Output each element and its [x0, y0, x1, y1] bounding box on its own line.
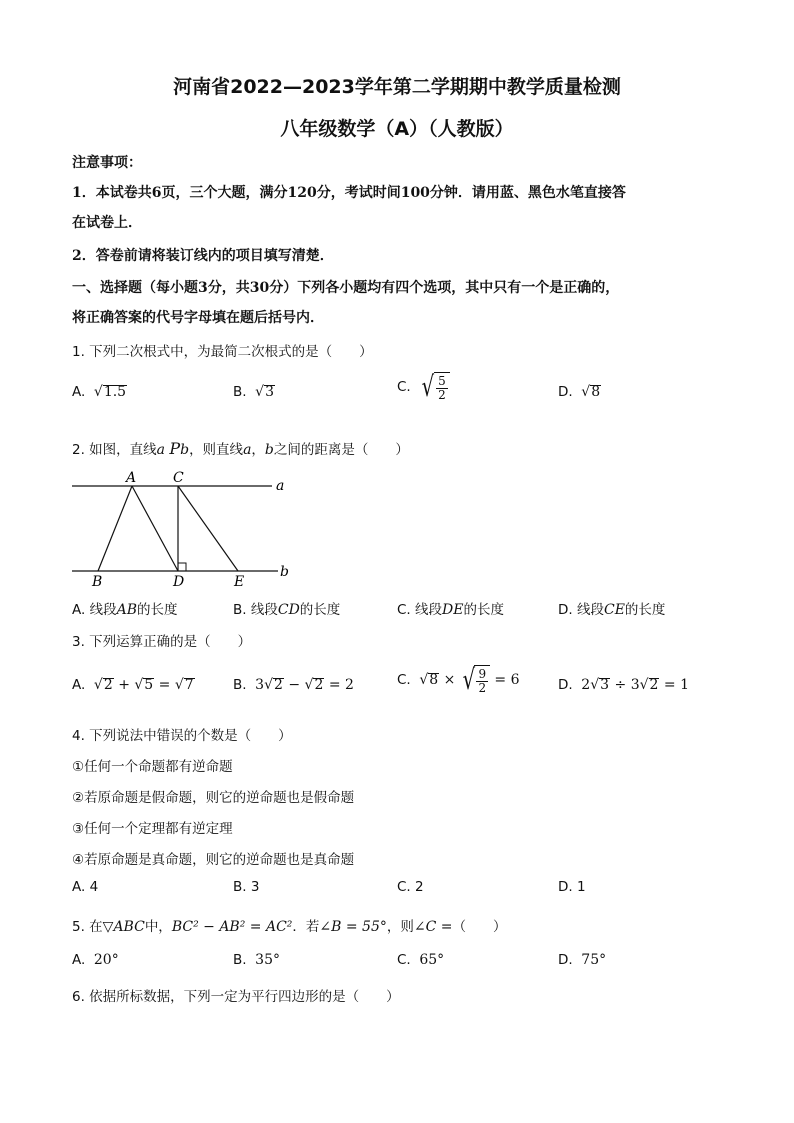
question-5-option-a: A. 20°	[72, 952, 119, 968]
question-4-option-d: D. 1	[558, 879, 586, 895]
label-line-a: a	[276, 478, 285, 494]
question-2-option-a: A. 线段AB的长度	[72, 602, 178, 618]
label-a-point: A	[126, 470, 137, 486]
question-6-stem: 6. 依据所标数据，下列一定为平行四边形的是（ ）	[72, 989, 400, 1005]
question-5-option-c: C. 65°	[397, 952, 445, 968]
segment-ad	[132, 486, 178, 571]
question-4-stem: 4. 下列说法中错误的个数是（ ）	[72, 728, 292, 744]
question-3-option-a: A. √2 + √5 = √7	[72, 677, 194, 693]
question-1-stem: 1. 下列二次根式中，为最简二次根式的是（ ）	[72, 344, 373, 360]
question-2-stem: 2. 如图，直线a Pb，则直线a，b之间的距离是（ ）	[72, 439, 409, 458]
question-2-option-d: D. 线段CE的长度	[558, 602, 666, 618]
question-1-option-c: C. √ $\frac{5}{2}$	[397, 372, 450, 402]
notice-heading: 注意事项：	[72, 155, 142, 171]
question-3-option-b: B. 3√2 − √2 = 2	[233, 677, 354, 693]
notice-item-1-cont: 在试卷上．	[72, 215, 142, 231]
question-4-statement-2: ②若原命题是假命题，则它的逆命题也是假命题	[72, 790, 355, 806]
question-3-option-c: C. √8 × √ $\frac{9}{2}$ = 6	[397, 663, 520, 696]
question-5-stem: 5. 在▽ABC中，BC² − AB² = AC²．若∠B = 55°，则∠C =（ ）	[72, 919, 507, 935]
label-line-b: b	[280, 564, 289, 580]
question-5-option-b: B. 35°	[233, 952, 280, 968]
question-5-option-d: D. 75°	[558, 952, 607, 968]
question-4-statement-3: ③任何一个定理都有逆定理	[72, 821, 233, 837]
segment-ab	[98, 486, 132, 571]
label-b-point: B	[92, 574, 103, 590]
question-1-option-a: A. √1.5	[72, 384, 127, 400]
parallel-lines-figure	[60, 468, 310, 590]
label-e-point: E	[234, 574, 245, 590]
question-3-stem: 3. 下列运算正确的是（ ）	[72, 634, 252, 650]
question-2-option-b: B. 线段CD的长度	[233, 602, 341, 618]
notice-item-1: 1．本试卷共6页，三个大题，满分120分，考试时间100分钟．请用蓝、黑色水笔直接答	[72, 185, 626, 201]
right-angle-mark	[178, 563, 186, 571]
question-3-option-d: D. 2√3 ÷ 3√2 = 1	[558, 677, 689, 693]
question-4-statement-1: ①任何一个命题都有逆命题	[72, 759, 233, 775]
label-d-point: D	[173, 574, 185, 590]
page-subtitle: 八年级数学（A）（人教版）	[280, 118, 514, 140]
section-heading-cont: 将正确答案的代号字母填在题后括号内．	[72, 310, 324, 326]
question-4-statement-4: ④若原命题是真命题，则它的逆命题也是真命题	[72, 852, 355, 868]
question-1-option-b: B. √3	[233, 384, 274, 400]
page-title: 河南省2022—2023学年第二学期期中教学质量检测	[173, 76, 621, 98]
segment-ce	[178, 486, 238, 571]
question-2-option-c: C. 线段DE的长度	[397, 602, 504, 618]
label-c-point: C	[173, 470, 184, 486]
question-4-option-c: C. 2	[397, 879, 424, 895]
question-4-option-a: A. 4	[72, 879, 99, 895]
question-4-option-b: B. 3	[233, 879, 260, 895]
notice-item-2: 2．答卷前请将装订线内的项目填写清楚．	[72, 248, 334, 264]
section-heading: 一、选择题（每小题3分，共30分）下列各小题均有四个选项，其中只有一个是正确的，	[72, 280, 620, 296]
question-1-option-d: D. √8	[558, 384, 601, 400]
